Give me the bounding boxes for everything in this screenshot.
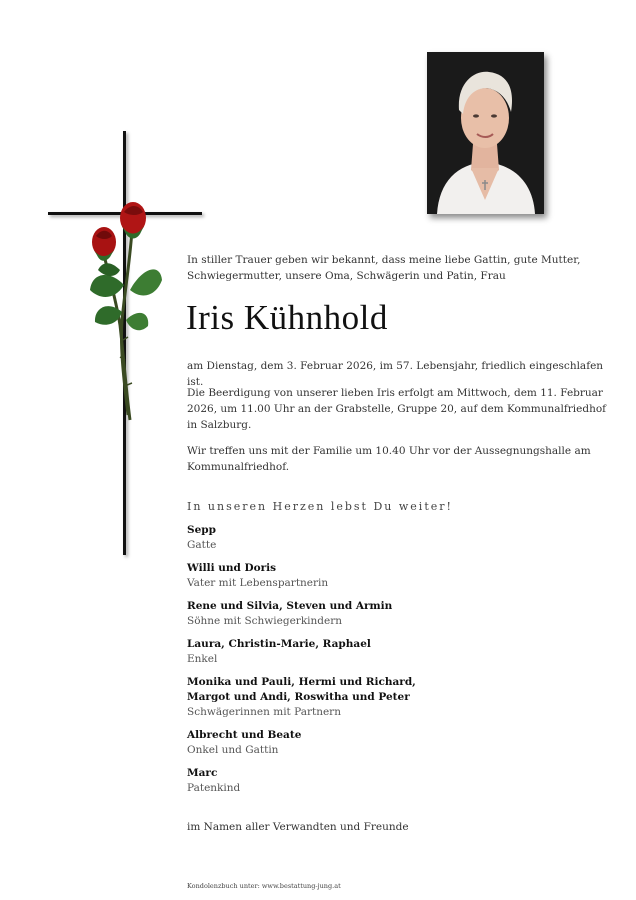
mourner-relation: Patenkind xyxy=(187,782,241,794)
mourner-relation: Gatte xyxy=(187,539,217,551)
mourner-relation: Vater mit Lebenspartnerin xyxy=(187,577,329,589)
deceased-name: Iris Kühnhold xyxy=(186,298,388,337)
mourner-names: Albrecht und Beate xyxy=(187,729,302,741)
mourner-relation: Enkel xyxy=(187,653,218,665)
mourner-names: Monika und Pauli, Hermi und Richard, Margot und Andi, Roswitha und Peter xyxy=(187,676,416,703)
mourner-entry xyxy=(187,637,607,667)
mourner-names: Rene und Silvia, Steven und Armin xyxy=(187,600,393,612)
mourner-entry xyxy=(187,599,607,629)
mourner-entry xyxy=(187,561,607,591)
portrait-photo xyxy=(427,52,544,214)
mourner-relation: Söhne mit Schwiegerkindern xyxy=(187,615,343,627)
intro-text: In stiller Trauer geben wir bekannt, dass meine liebe Gattin, gute Mutter, Schwiegermutter, unsere Oma, Schwägerin und Patin, Frau xyxy=(187,254,581,282)
mourner-names: Willi und Doris xyxy=(187,562,277,574)
mourner-names: Laura, Christin-Marie, Raphael xyxy=(187,638,371,650)
mourner-entry xyxy=(187,523,607,553)
mourners-list xyxy=(187,523,607,804)
meeting-details: Wir treffen uns mit der Familie um 10.40 Uhr vor der Aussegnungshalle am Kommunalfriedhof. xyxy=(187,445,591,473)
funeral-details: Die Beerdigung von unserer lieben Iris erfolgt am Mittwoch, dem 11. Februar 2026, um 11.00 Uhr an der Grabstelle, Gruppe 20, auf dem Kommunalfriedhof in Salzburg. xyxy=(187,387,607,431)
closing-line: im Namen aller Verwandten und Freunde xyxy=(187,821,409,833)
roses-icon xyxy=(80,200,170,430)
death-statement: am Dienstag, dem 3. Februar 2026, im 57. Lebensjahr, friedlich eingeschlafen ist. xyxy=(187,360,604,388)
mourner-relation: Onkel und Gattin xyxy=(187,744,279,756)
condolence-footer: Kondolenzbuch unter: www.bestattung-jung.at xyxy=(187,882,341,890)
mourner-names: Sepp xyxy=(187,524,216,536)
mourner-relation: Schwägerinnen mit Partnern xyxy=(187,706,341,718)
mourner-entry xyxy=(187,766,607,796)
mourner-entry xyxy=(187,728,607,758)
motto-line: In unseren Herzen lebst Du weiter! xyxy=(187,500,453,513)
mourner-entry xyxy=(187,675,607,720)
mourner-names: Marc xyxy=(187,767,218,779)
